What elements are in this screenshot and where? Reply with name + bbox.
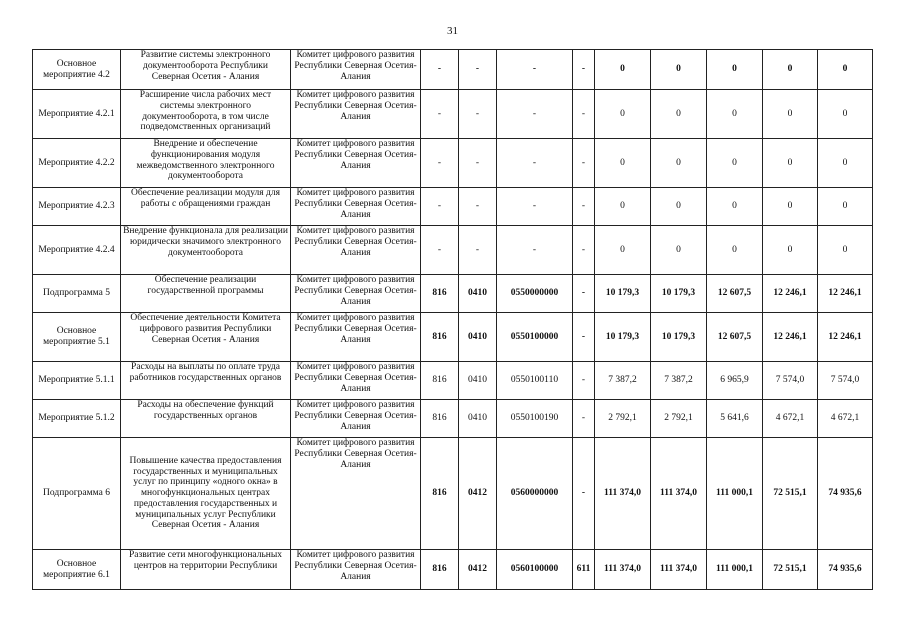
amount-cell-1: 0: [595, 90, 651, 139]
amount-cell-4: 0: [763, 139, 818, 188]
amount-cell-3: 0: [707, 50, 763, 90]
page-number: 31: [447, 25, 458, 37]
row-executor-cell: Комитет цифрового развития Республики Северная Осетия-Алания: [291, 362, 421, 400]
table-row: [33, 275, 873, 313]
amount-cell-2: 0: [651, 139, 707, 188]
table-row: [33, 400, 873, 438]
rzpr-code-cell: 0410: [459, 362, 497, 400]
amount-cell-4: 72 515,1: [763, 438, 818, 550]
csr-code-cell: 0560100000: [497, 550, 573, 590]
amount-cell-2: 10 179,3: [651, 275, 707, 313]
row-name-cell: Мероприятие 4.2.3: [33, 188, 121, 226]
vr-code-cell: -: [573, 438, 595, 550]
vr-code-cell: -: [573, 275, 595, 313]
csr-code-cell: -: [497, 188, 573, 226]
row-executor-cell: Комитет цифрового развития Республики Северная Осетия-Алания: [291, 226, 421, 275]
amount-cell-5: 12 246,1: [818, 275, 873, 313]
grbs-code-cell: 816: [421, 438, 459, 550]
rzpr-code-cell: -: [459, 90, 497, 139]
csr-code-cell: -: [497, 90, 573, 139]
amount-cell-4: 72 515,1: [763, 550, 818, 590]
amount-cell-2: 10 179,3: [651, 313, 707, 362]
vr-code-cell: -: [573, 400, 595, 438]
amount-cell-3: 0: [707, 90, 763, 139]
amount-cell-5: 0: [818, 90, 873, 139]
amount-cell-5: 0: [818, 188, 873, 226]
row-name-cell: Мероприятие 5.1.2: [33, 400, 121, 438]
vr-code-cell: -: [573, 90, 595, 139]
grbs-code-cell: 816: [421, 550, 459, 590]
csr-code-cell: 0550100000: [497, 313, 573, 362]
table-row: [33, 226, 873, 275]
row-name-cell: Основное мероприятие 5.1: [33, 313, 121, 362]
row-description-cell: Расширение числа рабочих мест системы электронного документооборота, в том числе подведомственных организаций: [121, 90, 291, 139]
amount-cell-2: 0: [651, 50, 707, 90]
rzpr-code-cell: 0412: [459, 550, 497, 590]
amount-cell-2: 0: [651, 90, 707, 139]
row-executor-cell: Комитет цифрового развития Республики Северная Осетия-Алания: [291, 275, 421, 313]
amount-cell-4: 0: [763, 226, 818, 275]
rzpr-code-cell: -: [459, 139, 497, 188]
amount-cell-5: 0: [818, 139, 873, 188]
amount-cell-5: 74 935,6: [818, 438, 873, 550]
vr-code-cell: 611: [573, 550, 595, 590]
amount-cell-3: 0: [707, 226, 763, 275]
rzpr-code-cell: 0410: [459, 400, 497, 438]
rzpr-code-cell: -: [459, 50, 497, 90]
csr-code-cell: 0550000000: [497, 275, 573, 313]
amount-cell-1: 7 387,2: [595, 362, 651, 400]
grbs-code-cell: -: [421, 90, 459, 139]
rzpr-code-cell: -: [459, 226, 497, 275]
vr-code-cell: -: [573, 50, 595, 90]
row-description-cell: Развитие системы электронного документооборота Республики Северная Осетия - Алания: [121, 50, 291, 90]
amount-cell-3: 0: [707, 139, 763, 188]
row-executor-cell: Комитет цифрового развития Республики Северная Осетия-Алания: [291, 438, 421, 550]
amount-cell-1: 111 374,0: [595, 550, 651, 590]
rzpr-code-cell: 0412: [459, 438, 497, 550]
amount-cell-5: 74 935,6: [818, 550, 873, 590]
csr-code-cell: -: [497, 226, 573, 275]
amount-cell-2: 0: [651, 188, 707, 226]
table-row: [33, 50, 873, 90]
csr-code-cell: -: [497, 139, 573, 188]
row-description-cell: Обеспечение реализации модуля для работы с обращениями граждан: [121, 188, 291, 226]
amount-cell-1: 111 374,0: [595, 438, 651, 550]
amount-cell-1: 0: [595, 139, 651, 188]
amount-cell-4: 0: [763, 90, 818, 139]
amount-cell-3: 12 607,5: [707, 275, 763, 313]
table-row: [33, 550, 873, 590]
amount-cell-3: 111 000,1: [707, 438, 763, 550]
table-row: [33, 90, 873, 139]
amount-cell-2: 111 374,0: [651, 550, 707, 590]
vr-code-cell: -: [573, 226, 595, 275]
table-row: [33, 313, 873, 362]
row-name-cell: Основное мероприятие 4.2: [33, 50, 121, 90]
row-description-cell: Расходы на обеспечение функций государственных органов: [121, 400, 291, 438]
amount-cell-3: 6 965,9: [707, 362, 763, 400]
row-executor-cell: Комитет цифрового развития Республики Северная Осетия-Алания: [291, 50, 421, 90]
grbs-code-cell: 816: [421, 400, 459, 438]
amount-cell-5: 4 672,1: [818, 400, 873, 438]
grbs-code-cell: -: [421, 188, 459, 226]
amount-cell-2: 0: [651, 226, 707, 275]
row-executor-cell: Комитет цифрового развития Республики Северная Осетия-Алания: [291, 550, 421, 590]
rzpr-code-cell: -: [459, 188, 497, 226]
row-name-cell: Мероприятие 4.2.1: [33, 90, 121, 139]
row-name-cell: Мероприятие 5.1.1: [33, 362, 121, 400]
vr-code-cell: -: [573, 362, 595, 400]
row-executor-cell: Комитет цифрового развития Республики Северная Осетия-Алания: [291, 188, 421, 226]
row-description-cell: Развитие сети многофункциональных центров на территории Республики: [121, 550, 291, 590]
csr-code-cell: 0550100190: [497, 400, 573, 438]
table-row: [33, 438, 873, 550]
amount-cell-2: 2 792,1: [651, 400, 707, 438]
grbs-code-cell: -: [421, 226, 459, 275]
row-executor-cell: Комитет цифрового развития Республики Северная Осетия-Алания: [291, 400, 421, 438]
amount-cell-2: 111 374,0: [651, 438, 707, 550]
row-description-cell: Обеспечение деятельности Комитета цифрового развития Республики Северная Осетия - Алания: [121, 313, 291, 362]
amount-cell-5: 0: [818, 226, 873, 275]
amount-cell-5: 12 246,1: [818, 313, 873, 362]
vr-code-cell: -: [573, 188, 595, 226]
csr-code-cell: 0560000000: [497, 438, 573, 550]
grbs-code-cell: 816: [421, 275, 459, 313]
amount-cell-4: 12 246,1: [763, 313, 818, 362]
csr-code-cell: -: [497, 50, 573, 90]
row-name-cell: Подпрограмма 5: [33, 275, 121, 313]
row-name-cell: Основное мероприятие 6.1: [33, 550, 121, 590]
grbs-code-cell: -: [421, 139, 459, 188]
rzpr-code-cell: 0410: [459, 313, 497, 362]
amount-cell-1: 10 179,3: [595, 313, 651, 362]
amount-cell-4: 7 574,0: [763, 362, 818, 400]
rzpr-code-cell: 0410: [459, 275, 497, 313]
csr-code-cell: 0550100110: [497, 362, 573, 400]
row-name-cell: Подпрограмма 6: [33, 438, 121, 550]
vr-code-cell: -: [573, 313, 595, 362]
amount-cell-1: 0: [595, 50, 651, 90]
amount-cell-5: 7 574,0: [818, 362, 873, 400]
row-description-cell: Внедрение и обеспечение функционирования модуля межведомственного электронного документооборота: [121, 139, 291, 188]
budget-table: [32, 49, 873, 590]
amount-cell-3: 12 607,5: [707, 313, 763, 362]
amount-cell-4: 0: [763, 188, 818, 226]
row-description-cell: Повышение качества предоставления государственных и муниципальных услуг по принципу «одного окна» в многофункциональных центрах предоставления государственных и муниципальных услуг Республики Северная Осетия - Алания: [121, 438, 291, 550]
grbs-code-cell: -: [421, 50, 459, 90]
amount-cell-2: 7 387,2: [651, 362, 707, 400]
row-name-cell: Мероприятие 4.2.2: [33, 139, 121, 188]
grbs-code-cell: 816: [421, 313, 459, 362]
table-row: [33, 362, 873, 400]
amount-cell-4: 0: [763, 50, 818, 90]
row-executor-cell: Комитет цифрового развития Республики Северная Осетия-Алания: [291, 90, 421, 139]
amount-cell-4: 4 672,1: [763, 400, 818, 438]
vr-code-cell: -: [573, 139, 595, 188]
table-body: [33, 50, 873, 590]
row-description-cell: Внедрение функционала для реализации юридически значимого электронного документооборота: [121, 226, 291, 275]
amount-cell-1: 2 792,1: [595, 400, 651, 438]
amount-cell-1: 0: [595, 188, 651, 226]
table-row: [33, 139, 873, 188]
amount-cell-1: 0: [595, 226, 651, 275]
row-executor-cell: Комитет цифрового развития Республики Северная Осетия-Алания: [291, 139, 421, 188]
grbs-code-cell: 816: [421, 362, 459, 400]
amount-cell-1: 10 179,3: [595, 275, 651, 313]
table-row: [33, 188, 873, 226]
amount-cell-3: 0: [707, 188, 763, 226]
amount-cell-3: 5 641,6: [707, 400, 763, 438]
amount-cell-3: 111 000,1: [707, 550, 763, 590]
amount-cell-4: 12 246,1: [763, 275, 818, 313]
amount-cell-5: 0: [818, 50, 873, 90]
row-description-cell: Расходы на выплаты по оплате труда работников государственных органов: [121, 362, 291, 400]
row-executor-cell: Комитет цифрового развития Республики Северная Осетия-Алания: [291, 313, 421, 362]
row-description-cell: Обеспечение реализации государственной программы: [121, 275, 291, 313]
row-name-cell: Мероприятие 4.2.4: [33, 226, 121, 275]
